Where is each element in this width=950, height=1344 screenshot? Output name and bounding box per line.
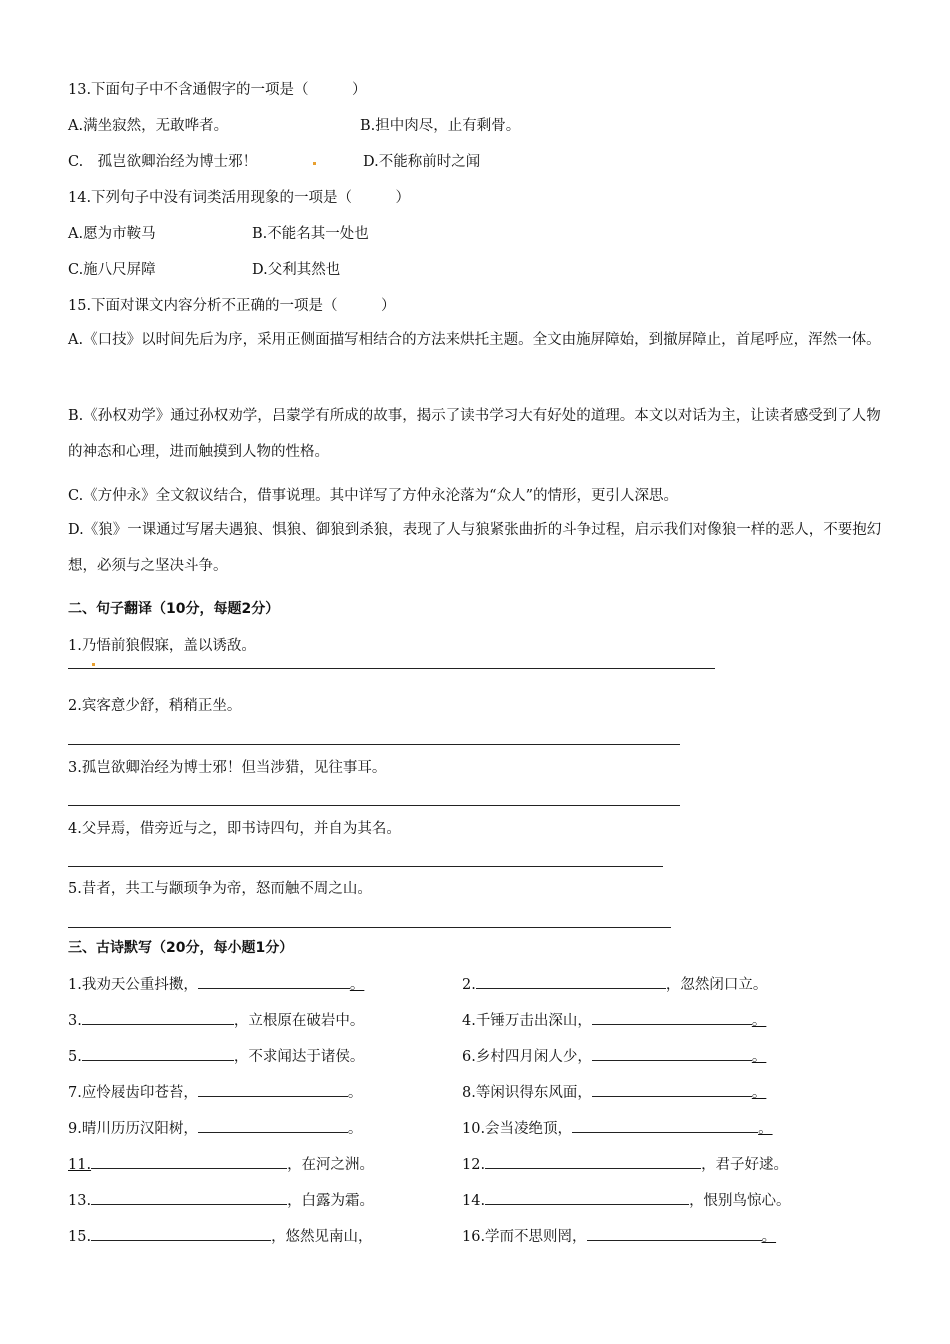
q13-option-c: C. 孤岂欲卿治经为博士邪！	[68, 154, 258, 170]
q15-option-b: B.《孙权劝学》通过孙权劝学，吕蒙学有所成的故事，揭示了读书学习大有好处的道理。本文以对话为主，让读者感受到了人物的神态和心理，进而触摸到人物的性格。	[68, 408, 881, 460]
answer-line-3[interactable]	[68, 805, 680, 806]
poetry-q7: 7.应怜屐齿印苍苔， 。	[68, 1081, 362, 1102]
answer-line-5[interactable]	[68, 927, 671, 928]
poetry-blank-1[interactable]	[198, 974, 350, 989]
translation-item-1: 1.乃悟前狼假寐，盖以诱敌。	[68, 638, 256, 654]
poetry-blank-14[interactable]	[485, 1190, 689, 1205]
q14-option-a: A.愿为市鞍马	[68, 226, 156, 242]
poetry-blank-10[interactable]	[572, 1118, 758, 1133]
q15-stem: 15.下面对课文内容分析不正确的一项是（ ）	[68, 298, 396, 314]
q14-option-d: D.父利其然也	[252, 262, 341, 278]
q13-option-d: D.不能称前时之闻	[363, 154, 481, 170]
q15-option-d: D.《狼》一课通过写屠夫遇狼、惧狼、御狼到杀狼，表现了人与狼紧张曲折的斗争过程，启示我们对像狼一样的恶人，不要抱幻想，必须与之坚决斗争。	[68, 522, 882, 574]
q14-option-b: B.不能名其一处也	[252, 226, 369, 242]
translation-item-4: 4.父异焉，借旁近与之，即书诗四句，并自为其名。	[68, 821, 401, 837]
poetry-q13: 13. ，白露为霜。	[68, 1189, 374, 1210]
poetry-q1: 1.我劝天公重抖擞， 。	[68, 973, 364, 994]
poetry-q4: 4.千锤万击出深山， 。	[462, 1009, 766, 1030]
translation-item-3: 3.孤岂欲卿治经为博士邪！但当涉猎，见往事耳。	[68, 760, 387, 776]
poetry-q16: 16.学而不思则罔， 。	[462, 1225, 776, 1246]
poetry-q3: 3. ，立根原在破岩中。	[68, 1009, 364, 1030]
answer-line-2[interactable]	[68, 744, 680, 745]
poetry-blank-7[interactable]	[198, 1082, 348, 1097]
poetry-q2: 2. ，忽然闭口立。	[462, 973, 767, 994]
stray-mark	[313, 162, 316, 165]
poetry-q6: 6.乡村四月闲人少， 。	[462, 1045, 766, 1066]
poetry-q9: 9.晴川历历汉阳树， 。	[68, 1117, 362, 1138]
poetry-blank-15[interactable]	[91, 1226, 271, 1241]
q13-stem: 13.下面句子中不含通假字的一项是（ ）	[68, 82, 367, 98]
poetry-blank-5[interactable]	[82, 1046, 234, 1061]
poetry-q12: 12. ，君子好逑。	[462, 1153, 788, 1174]
poetry-blank-4[interactable]	[592, 1010, 752, 1025]
q15-option-a: A.《口技》以时间先后为序，采用正侧面描写相结合的方法来烘托主题。全文由施屏障始，到撤屏障止，首尾呼应，浑然一体。	[68, 332, 881, 348]
poetry-q11: 11. ，在河之洲。	[68, 1153, 374, 1174]
poetry-q14: 14. ，恨别鸟惊心。	[462, 1189, 791, 1210]
poetry-blank-16[interactable]	[587, 1226, 762, 1241]
q15-option-c: C.《方仲永》全文叙议结合，借事说理。其中详写了方仲永沦落为“众人”的情形，更引人深思。	[68, 488, 679, 504]
poetry-blank-3[interactable]	[82, 1010, 234, 1025]
poetry-blank-12[interactable]	[485, 1154, 701, 1169]
answer-line-4[interactable]	[68, 866, 663, 867]
poetry-blank-2[interactable]	[476, 974, 666, 989]
translation-item-2: 2.宾客意少舒，稍稍正坐。	[68, 698, 242, 714]
q14-option-c: C.施八尺屏障	[68, 262, 156, 278]
poetry-blank-6[interactable]	[592, 1046, 752, 1061]
poetry-q10: 10.会当凌绝顶， 。	[462, 1117, 773, 1138]
translation-item-5: 5.昔者，共工与颛顼争为帝，怒而触不周之山。	[68, 881, 372, 897]
q14-stem: 14.下列句子中没有词类活用现象的一项是（ ）	[68, 190, 411, 206]
q13-option-b: B.担中肉尽，止有剩骨。	[360, 118, 521, 134]
answer-line-1[interactable]	[68, 668, 715, 669]
poetry-heading: 三、古诗默写（20分，每小题1分）	[68, 940, 294, 956]
poetry-q15: 15. ，悠然见南山，	[68, 1225, 373, 1246]
poetry-blank-11[interactable]	[91, 1154, 287, 1169]
poetry-blank-13[interactable]	[91, 1190, 287, 1205]
poetry-q5: 5. ，不求闻达于诸侯。	[68, 1045, 364, 1066]
poetry-q8: 8.等闲识得东风面， 。	[462, 1081, 766, 1102]
poetry-blank-9[interactable]	[198, 1118, 348, 1133]
q13-option-a: A.满坐寂然，无敢哗者。	[68, 118, 229, 134]
poetry-blank-8[interactable]	[592, 1082, 752, 1097]
translation-heading: 二、句子翻译（10分，每题2分）	[68, 601, 280, 617]
stray-mark	[92, 663, 95, 666]
